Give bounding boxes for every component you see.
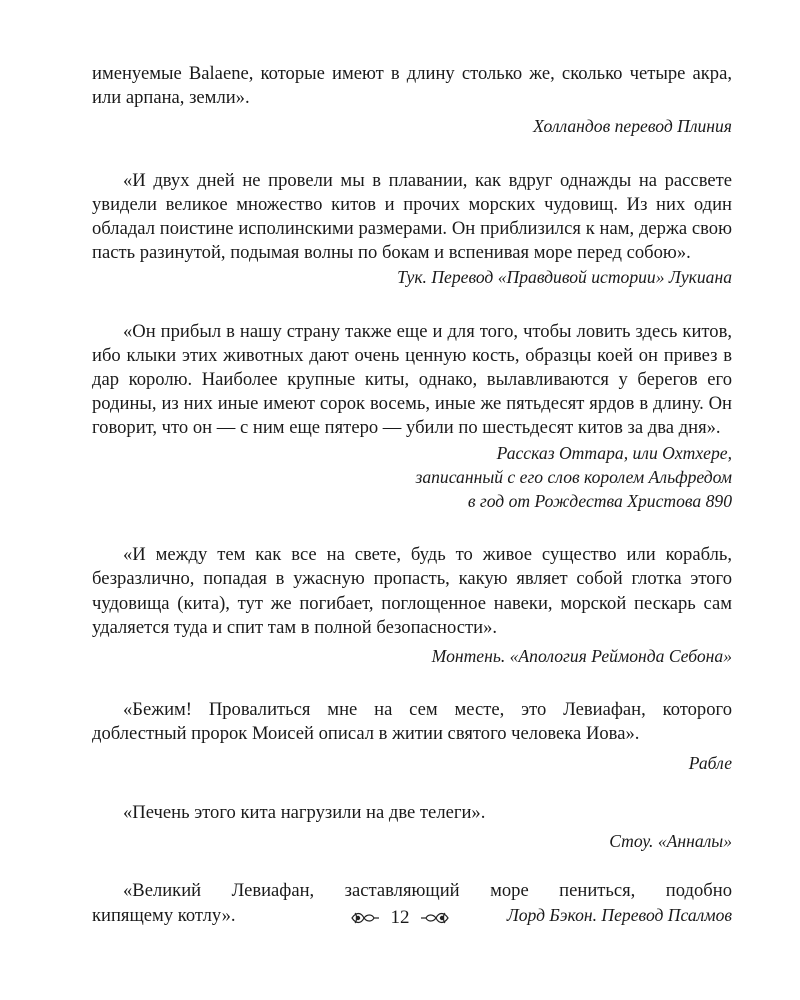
quote-attribution xyxy=(92,441,732,514)
quote-paragraph-tail: кипящему котлу». xyxy=(92,905,236,927)
quote-paragraph: «И между тем как все на свете, будь то живое существо или корабль, безразлично, попадая в ужасную пропасть, какую являет собой глотка этого чудовища (кита), тут же погибает, поглощенное навеки, морской пескарь сам удаляется туда и спит там в полной безопасности». xyxy=(92,544,732,638)
attribution-line: Стоу. «Анналы» xyxy=(609,831,732,852)
quote-attribution xyxy=(92,644,732,668)
left-fleuron-icon xyxy=(350,910,380,926)
book-page xyxy=(92,62,732,929)
page-number: 12 xyxy=(390,906,410,928)
quote-paragraph: «Печень этого кита нагрузили на две телеги». xyxy=(123,801,486,823)
quote-paragraph: «Великий Левиафан, заставляющий море пениться, подобно xyxy=(123,880,732,902)
quote-attribution xyxy=(92,114,732,138)
attribution-line: записанный с его слов королем Альфредом xyxy=(415,466,732,487)
quote-paragraph: «Бежим! Провалиться мне на сем месте, это Левиафан, которого доблестный пророк Моисей описал в житии святого человека Иова». xyxy=(92,699,732,745)
attribution-line: в год от Рождества Христова 890 xyxy=(467,491,732,512)
page-footer xyxy=(0,905,800,930)
quote-attribution: Лорд Бэкон. Перевод Псалмов xyxy=(506,905,732,926)
attribution-line: Холландов перевод Плиния xyxy=(533,116,732,137)
quote-paragraph: «Он прибыл в нашу страну также еще и для того, чтобы ловить здесь китов, ибо клыки этих животных дают очень ценную кость, образцы коей он привез в дар королю. Наиболее крупные киты, однако, вылавливаются у берегов его родины, из них иные имеют сорок восемь, иные же пятьдесят ярдов в длину. Он говорит, что он — с ним еще пятеро — убили по шестьдесят китов за два дня». xyxy=(92,320,732,439)
attribution-line: Рабле xyxy=(688,752,732,773)
quote-attribution xyxy=(92,829,732,853)
quote-paragraph: именуемые Balaene, которые имеют в длину столько же, сколько четыре акра, или арпана, земли». xyxy=(92,63,732,109)
quote-attribution xyxy=(92,265,732,289)
attribution-line: Рассказ Оттара, или Охтхере, xyxy=(496,442,732,463)
right-fleuron-icon xyxy=(420,910,450,926)
attribution-line: Тук. Перевод «Правдивой истории» Лукиана xyxy=(397,267,732,288)
attribution-line: Монтень. «Апология Реймонда Себона» xyxy=(431,646,732,667)
quote-paragraph: «И двух дней не провели мы в плавании, как вдруг однажды на рассвете увидели великое множество китов и прочих морских чудовищ. Из них один обладал поистине исполинскими размерами. Он приблизился к нам, держа свою пасть разинутой, подымая волны по бокам и вспенивая море перед собою». xyxy=(92,169,732,264)
quote-attribution xyxy=(92,751,732,775)
